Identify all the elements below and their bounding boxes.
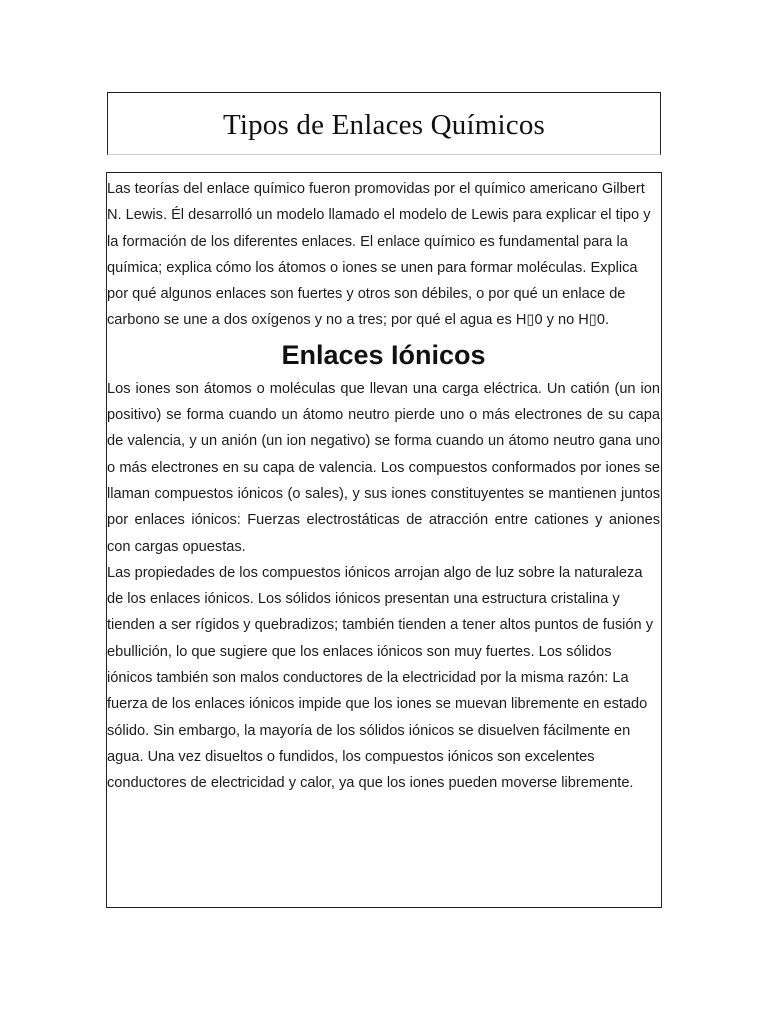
content-box (106, 172, 662, 908)
intro-paragraph: Las teorías del enlace químico fueron promovidas por el químico americano Gilbert N. Lewis. Él desarrolló un modelo llamado el modelo de Lewis para explicar el tipo y la formación de los diferentes enlaces. El enlace químico es fundamental para la química; explica cómo los átomos o iones se unen para formar moléculas. Explica por qué algunos enlaces son fuertes y otros son débiles, o por qué un enlace de carbono se une a dos oxígenos y no a tres; por qué el agua es H▯0 y no H▯0. (107, 181, 651, 329)
ionic-paragraph-2: Las propiedades de los compuestos iónicos arrojan algo de luz sobre la naturaleza de los enlaces iónicos. Los sólidos iónicos presentan una estructura cristalina y tienden a ser rígidos y quebradizos; también tienden a tener altos puntos de fusión y ebullición, lo que sugiere que los enlaces iónicos son muy fuertes. Los sólidos iónicos también son malos conductores de la electricidad por la misma razón: La fuerza de los enlaces iónicos impide que los iones se muevan libremente en estado sólido. Sin embargo, la mayoría de los sólidos iónicos se disuelven fácilmente en agua. Una vez disueltos o fundidos, los compuestos iónicos son excelentes conductores de electricidad y calor, ya que los iones pueden moverse libremente. (107, 564, 653, 792)
ionic-paragraph-1: Los iones son átomos o moléculas que llevan una carga eléctrica. Un catión (un ion positivo) se forma cuando un átomo neutro pierde uno o más electrones de su capa de valencia, y un anión (un ion negativo) se forma cuando un átomo neutro gana uno o más electrones en su capa de valencia. Los compuestos conformados por iones se llaman compuestos iónicos (o sales), y sus iones constituyentes se mantienen juntos por enlaces iónicos: Fuerzas electrostáticas de atracción entre cationes y aniones con cargas opuestas. (107, 380, 660, 555)
title-box (107, 92, 661, 155)
section-heading: Enlaces Iónicos (281, 339, 486, 370)
page-title: Tipos de Enlaces Químicos (222, 108, 546, 141)
